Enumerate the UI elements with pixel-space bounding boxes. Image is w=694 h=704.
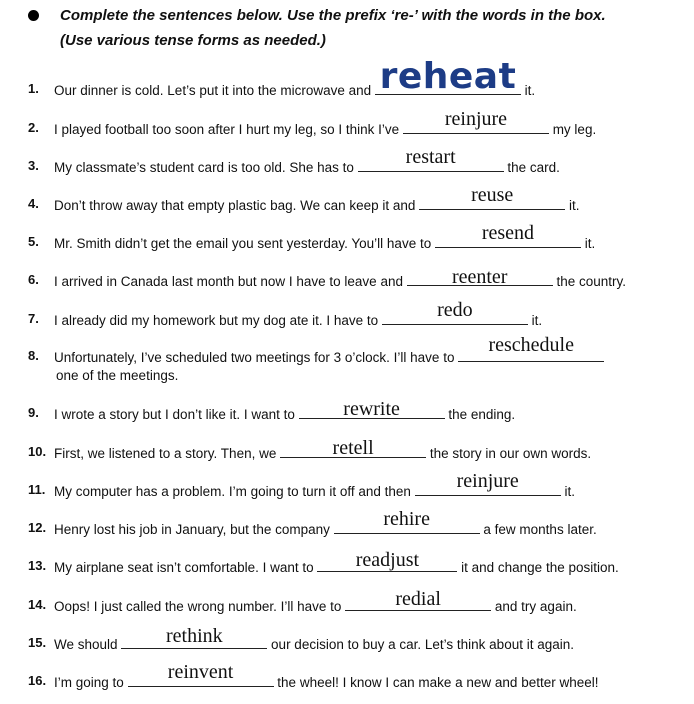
sentence-text: Mr. Smith didn’t get the email you sent yesterday. You’ll have to	[54, 236, 435, 251]
sentence-text: the card.	[503, 160, 560, 175]
sentence-1	[54, 56, 536, 98]
sentence-4	[54, 184, 580, 213]
item-number: 2.	[28, 120, 39, 135]
sentence-7	[54, 299, 543, 328]
sentence-text: my leg.	[548, 122, 597, 137]
sentence-text: Oops! I just called the wrong number. I’ll have to	[54, 599, 346, 614]
sentence-text: I already did my homework but my dog ate it. I have to	[54, 313, 382, 328]
answer-16: reinvent	[167, 661, 234, 683]
sentence-text: I arrived in Canada last month but now I have to leave and	[54, 274, 407, 289]
sentence-text: Don’t throw away that empty plastic bag. We can keep it and	[54, 198, 420, 213]
sentence-8	[54, 334, 604, 365]
answer-9: rewrite	[343, 398, 400, 420]
answer-2: reinjure	[444, 108, 508, 130]
sentence-text: it.	[580, 236, 596, 251]
sentence-text: I played football too soon after I hurt my leg, so I think I’ve	[54, 122, 403, 137]
answer-blank-6[interactable]	[407, 266, 553, 288]
answer-blank-16[interactable]	[128, 661, 274, 687]
answer-3: restart	[405, 146, 456, 168]
item-number: 10.	[28, 444, 47, 459]
item-number: 9.	[28, 405, 39, 420]
answer-5: resend	[481, 222, 535, 244]
item-number: 11.	[28, 482, 46, 497]
sentence-6	[54, 266, 627, 289]
sentence-text: the country.	[552, 274, 627, 289]
answer-11: reinjure	[456, 470, 519, 492]
item-number: 1.	[28, 81, 39, 96]
item-number: 7.	[28, 311, 39, 326]
item-number: 13.	[28, 558, 47, 573]
answer-blank-10[interactable]	[280, 437, 426, 459]
sentence-text: My airplane seat isn’t comfortable. I want to	[54, 560, 318, 575]
item-number: 6.	[28, 272, 39, 287]
answer-blank-4[interactable]	[419, 184, 565, 210]
sentence-text: My computer has a problem. I’m going to turn it off and then	[54, 484, 415, 499]
sentence-text: Unfortunately, I’ve scheduled two meetings for 3 o’clock. I’ll have to	[54, 350, 459, 365]
sentence-9	[54, 398, 516, 422]
sentence-text: the story in our own words.	[426, 446, 592, 461]
answer-13: readjust	[355, 549, 420, 571]
sentence-text: it.	[560, 484, 575, 499]
sentence-2	[54, 108, 597, 137]
sentence-text: Our dinner is cold. Let’s put it into the microwave and	[54, 83, 375, 98]
sentence-text: We should	[54, 637, 122, 652]
sentence-16	[54, 661, 599, 690]
sentence-text: the wheel! I know I can make a new and better wheel!	[273, 675, 599, 690]
item-number: 4.	[28, 196, 39, 211]
item-number: 12.	[28, 520, 47, 535]
instructions-line-1: Complete the sentences below. Use the prefix ‘re-’ with the words in the box.	[60, 7, 606, 24]
item-number: 16.	[28, 673, 47, 688]
answer-14: redial	[395, 588, 441, 610]
bullet-icon	[28, 10, 39, 21]
sentence-text: it and change the position.	[457, 560, 619, 575]
answer-blank-2[interactable]	[403, 108, 549, 134]
answer-6: reenter	[451, 266, 508, 288]
answer-blank-14[interactable]	[345, 588, 491, 611]
answer-blank-5[interactable]	[435, 222, 581, 248]
answer-15: rethink	[165, 625, 223, 647]
answer-blank-9[interactable]	[299, 398, 445, 420]
answer-blank-8[interactable]	[458, 334, 604, 362]
answer-10: retell	[332, 437, 374, 459]
answer-blank-13[interactable]	[317, 549, 457, 572]
sentence-14	[54, 588, 577, 614]
sentence-text: our decision to buy a car. Let’s think about it again.	[267, 637, 574, 652]
item-number: 5.	[28, 234, 39, 249]
sentence-text: the ending.	[444, 407, 516, 422]
sentence-12	[54, 508, 597, 537]
sentence-text: it.	[527, 313, 543, 328]
instructions-line-2: (Use various tense forms as needed.)	[60, 32, 326, 49]
sentence-11	[54, 470, 575, 499]
sentence-text: My classmate’s student card is too old. She has to	[54, 160, 358, 175]
answer-8: reschedule	[488, 334, 574, 356]
item-number: 14.	[28, 597, 47, 612]
answer-4: reuse	[471, 184, 514, 206]
sentence-15	[54, 625, 574, 652]
answer-1: reheat	[379, 56, 517, 97]
answer-blank-12[interactable]	[334, 508, 480, 534]
sentence-8-continued: one of the meetings.	[56, 368, 179, 383]
sentence-text: Henry lost his job in January, but the company	[54, 522, 334, 537]
sentence-text: it.	[565, 198, 580, 213]
sentence-text: and try again.	[491, 599, 577, 614]
sentence-text: I wrote a story but I don’t like it. I want to	[54, 407, 299, 422]
sentence-text: I’m going to	[54, 675, 128, 690]
sentence-13	[54, 549, 619, 575]
item-number: 15.	[28, 635, 47, 650]
answer-blank-1[interactable]	[375, 56, 521, 97]
item-number: 3.	[28, 158, 39, 173]
answer-blank-11[interactable]	[415, 470, 561, 496]
answer-blank-7[interactable]	[382, 299, 528, 325]
answer-blank-3[interactable]	[358, 146, 504, 172]
item-number: 8.	[28, 348, 39, 363]
sentence-text: First, we listened to a story. Then, we	[54, 446, 281, 461]
sentence-10	[54, 437, 592, 461]
sentence-3	[54, 146, 560, 175]
answer-7: redo	[437, 299, 473, 321]
answer-blank-15[interactable]	[121, 625, 267, 649]
sentence-text: it.	[520, 83, 536, 98]
sentence-5	[54, 222, 596, 251]
sentence-text: a few months later.	[479, 522, 597, 537]
answer-12: rehire	[383, 508, 430, 530]
